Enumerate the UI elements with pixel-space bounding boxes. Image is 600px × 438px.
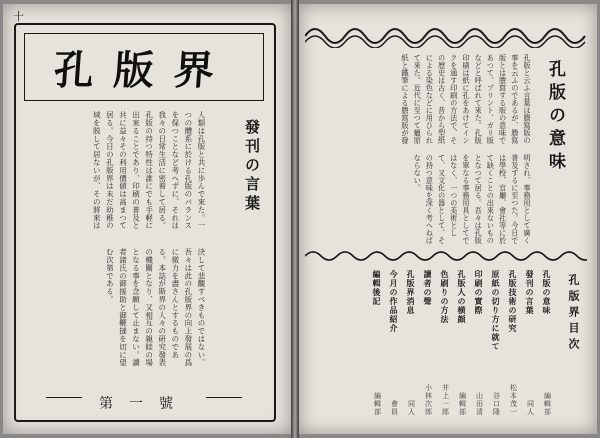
article-title: 發刊の言葉	[243, 119, 261, 214]
page-number: 十	[13, 10, 24, 23]
left-page-frame	[14, 23, 276, 422]
wave-ornament-bottom	[305, 248, 587, 264]
issue-label: 第一號	[82, 393, 206, 413]
toc-entry	[474, 270, 485, 416]
toc-entry-author: 山田清	[475, 392, 484, 416]
toc-entry-title: 孔版技術の研究	[508, 270, 518, 333]
toc-entry	[508, 270, 519, 416]
toc-entry	[389, 270, 400, 416]
right-page	[299, 4, 597, 434]
masthead-box	[24, 33, 264, 101]
toc-entry-title: 孔版の意味	[542, 270, 552, 315]
toc-entry-author: 同人	[526, 400, 535, 416]
toc-entry-author: 編輯部	[543, 392, 552, 416]
toc-entry	[457, 270, 468, 416]
essay-body: 孔版と云ふ言葉は謄寫版の事を云ふのであるが、謄寫版とは謄寫する版の意味であつて、プリント、ガリ版などと呼ばれて來た。孔版印刷は紙に孔をあけてインクを通す印刷の方法で、その歴史は古く、昔から型紙による染色などに用ひられて來た。近代に至つて蠟原紙と鐵筆による謄寫版が發明され、事務用として廣く普及するに至つた。今日では學校、官廳、會社等に於て缺くことの出來ないものとなつて居る。吾々は孔版を單なる事務用具としてではなく、一つの美術として、又文化の器として、その持つ意味を深く考へねばならない。	[400, 54, 532, 244]
book-spine	[291, 0, 299, 438]
toc-entry-title: 編輯後記	[372, 270, 382, 306]
left-page	[3, 4, 291, 434]
toc-entry-title: 孔版人の横顔	[457, 270, 467, 324]
toc-entry	[372, 270, 383, 416]
toc-entry-title: 發刊の言葉	[525, 270, 535, 315]
toc-entry-title: 印刷の實際	[474, 270, 484, 315]
toc-entry	[525, 270, 536, 416]
toc-entry-title: 色刷りの方法	[440, 270, 450, 324]
toc-entry-title: 讀者の聲	[423, 270, 433, 306]
toc-entry-author: 井上一郎	[441, 384, 450, 416]
toc-entry	[440, 270, 451, 416]
toc-entry-author: 谷口隆	[492, 392, 501, 416]
toc-entry	[406, 270, 417, 416]
toc-entry	[491, 270, 502, 416]
table-of-contents	[317, 270, 553, 416]
toc-entry-author: 會員	[390, 400, 399, 416]
masthead-title: 孔版界	[52, 47, 236, 94]
toc-entry	[542, 270, 553, 416]
toc-entry	[423, 270, 434, 416]
toc-entry-author: 小林次郎	[424, 384, 433, 416]
toc-entry-title: 孔版界消息	[406, 270, 416, 315]
toc-entry-title: 原紙の切り方に就て	[491, 270, 501, 351]
toc-entry-author: 同人	[407, 400, 416, 416]
toc-entry-author: 編輯部	[373, 392, 382, 416]
essay-title: 孔版の意味	[545, 60, 565, 175]
toc-entry-author: 編輯部	[458, 392, 467, 416]
toc-title: 孔版界目次	[567, 274, 580, 354]
wave-ornament-top	[305, 18, 587, 48]
toc-entry-author: 松本茂一	[509, 384, 518, 416]
article-body: 人類は孔版と共に歩んで來た。一つの體系に於ける孔版のバランスを保つことなど考へずに、それは我々の日常生活に密着して居る。孔版の持つ特性は誰にでも手軽に出來ることであり、印刷の普及と共に益々その利用價値は高まつて居る。今日の孔版界は未だ幼稚の域を脱して居ないが、その將來は決して悲觀すべきものではない。吾々は此の孔版界の向上發展の爲に微力を盡さんとするものである。本誌が斯界の人々の研究發表の機關となり、又相互の親睦の場となる事を念願して止まない。讀者諸氏の御援助と御鞭撻を切に望む次第である。	[92, 111, 206, 367]
toc-entry-title: 今月の作品紹介	[389, 270, 399, 333]
